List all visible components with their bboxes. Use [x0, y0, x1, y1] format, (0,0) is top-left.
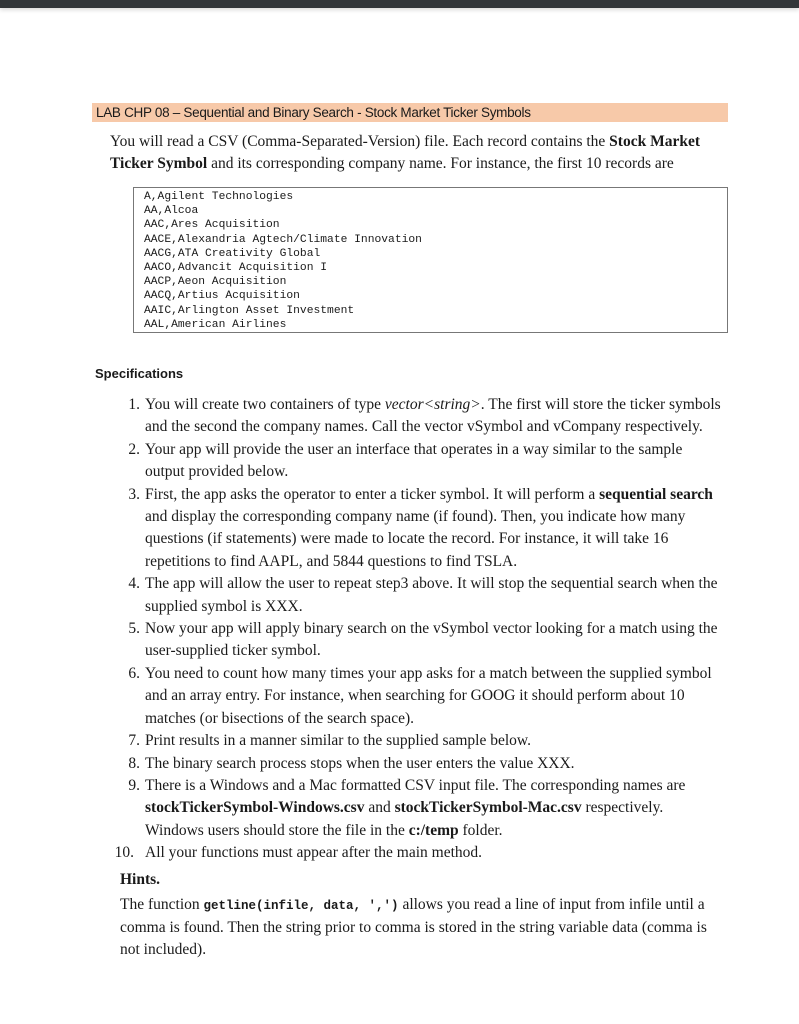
text-run: Now your app will apply binary search on the vSymbol vector looking for a match using the user-supplied ticker symbol. — [145, 620, 718, 660]
lab-heading: LAB CHP 08 – Sequential and Binary Search - Stock Market Ticker Symbols — [92, 103, 728, 122]
spec-item — [110, 439, 725, 484]
specifications-list — [110, 394, 725, 865]
record-line: AACG,ATA Creativity Global — [144, 247, 321, 260]
spec-item — [110, 730, 725, 752]
spec-item — [110, 842, 725, 864]
record-line: AACE,Alexandria Agtech/Climate Innovation — [144, 233, 422, 246]
text-run: Stock Market Ticker Symbol — [110, 133, 700, 172]
inline-code: getline(infile, data, ',') — [203, 899, 399, 913]
text-run: stockTickerSymbol-Windows.csv — [145, 799, 365, 817]
spec-number: 1. — [128, 396, 140, 413]
text-run: Print results in a manner similar to the supplied sample below. — [145, 732, 531, 750]
spec-number: 3. — [128, 485, 140, 503]
record-line: AACO,Advancit Acquisition I — [144, 262, 328, 275]
text-run: stockTickerSymbol-Mac.csv — [394, 799, 582, 817]
text-run: You will read a CSV (Comma-Separated-Version) file. Each record contains the — [110, 133, 610, 150]
spec-number: 10. — [114, 844, 134, 862]
text-run: First, the app asks the operator to enter a ticker symbol. It will perform a — [145, 485, 600, 503]
record-line: AACQ,Artius Acquisition — [144, 290, 300, 303]
spec-item — [110, 484, 725, 574]
record-line: AAL,American Airlines — [144, 318, 287, 331]
text-run: There is a Windows and a Mac formatted CSV input file. The corresponding names are — [145, 776, 686, 794]
spec-item — [110, 663, 725, 730]
text-run: and — [364, 799, 395, 817]
spec-number: 9. — [128, 776, 140, 794]
spec-item — [110, 394, 725, 439]
record-line: AAC,Ares Acquisition — [144, 219, 280, 232]
spec-number: 4. — [128, 575, 140, 593]
spec-number: 8. — [128, 754, 140, 772]
text-run: folder. — [458, 821, 503, 839]
text-run: and display the corresponding company name (if found). Then, you indicate how many questions (if statements) were made to locate the record. For instance, it will take 16 repetitions to find AAPL, and 5844 questions to find TSLA. — [145, 508, 686, 570]
record-line: AACP,Aeon Acquisition — [144, 276, 287, 289]
spec-item — [110, 753, 725, 775]
specifications-heading: Specifications — [95, 366, 184, 381]
text-run: You need to count how many times your app asks for a match between the supplied symbol and an array entry. For instance, when searching for GOOG it should perform about 10 matches (or bisections of the search space). — [145, 664, 712, 727]
text-run: c:/temp — [408, 821, 459, 839]
text-run: The binary search process stops when the user enters the value XXX. — [145, 754, 575, 772]
text-run: The app will allow the user to repeat step3 above. It will stop the sequential search when the supplied symbol is XXX. — [145, 575, 718, 615]
sample-records-box — [133, 187, 728, 333]
spec-item — [110, 775, 725, 842]
record-line: A,Agilent Technologies — [144, 191, 294, 203]
spec-item — [110, 618, 725, 663]
hints-heading: Hints. — [120, 871, 161, 888]
spec-number: 5. — [128, 620, 140, 638]
text-run: and its corresponding company name. For instance, the first 10 records are — [207, 155, 674, 172]
text-run: vector<string> — [384, 396, 481, 413]
text-run: Your app will provide the user an interface that operates in a way similar to the sample output provided below. — [145, 440, 683, 481]
intro-paragraph — [110, 131, 710, 175]
spec-item — [110, 573, 725, 618]
text-run: All your functions must appear after the main method. — [145, 844, 483, 862]
record-line: AA,Alcoa — [144, 205, 199, 218]
viewer-toolbar — [0, 0, 799, 8]
text-run: The function — [120, 896, 204, 913]
text-run: respectively. Windows users should store the file in the — [145, 799, 664, 839]
spec-number: 2. — [128, 440, 140, 458]
hints-paragraph — [120, 894, 725, 961]
text-run: . The first will store the ticker symbols and the second the company names. Call the vector vSymbol and vCompany respectively. — [145, 396, 721, 436]
text-run: You will create two containers of type — [145, 396, 385, 413]
text-run: sequential search — [599, 485, 713, 503]
record-line: AAIC,Arlington Asset Investment — [144, 304, 355, 317]
spec-number: 7. — [128, 732, 140, 750]
spec-number: 6. — [128, 664, 140, 682]
text-run: allows you read a line of input from infile until a comma is found. Then the string prior to comma is stored in the string variable data (comma is not included). — [120, 896, 707, 958]
